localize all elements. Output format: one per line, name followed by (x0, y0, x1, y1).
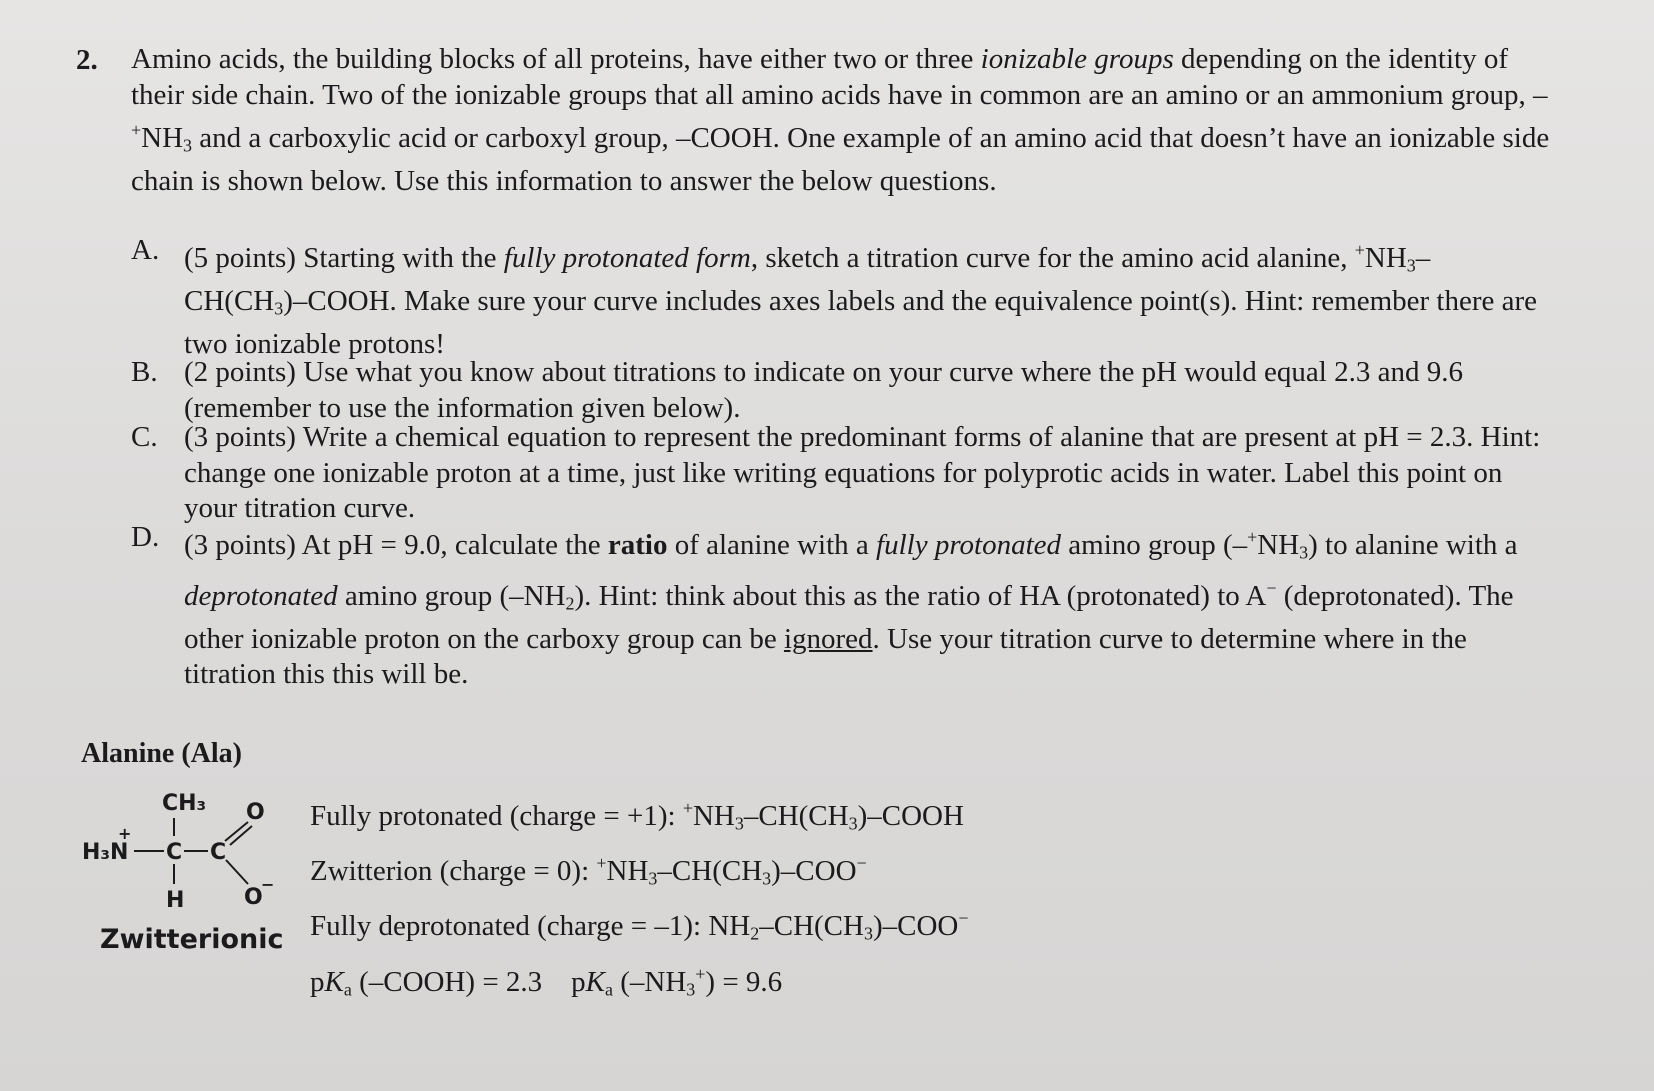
alpha-carbon: C (166, 840, 183, 865)
carbonyl-oxygen: O (246, 800, 265, 825)
ch3-group: CH₃ (162, 791, 207, 816)
part-a (131, 233, 1551, 362)
form-fully-deprotonated: Fully deprotonated (charge = –1): $NH_2-CH(CH_3)-COO^-$ (310, 908, 969, 944)
part-b-text: (2 points) Use what you know about titrations to indicate on your curve where the pH would equal 2.3 and 9.6 (remember to use the information given below). (184, 356, 1463, 424)
bond-c-o-single (226, 860, 248, 884)
pka-values: $pK_a$ (–COOH) = 2.3 $pK_a$ $(-NH_3^+) = 9.6$ (310, 964, 783, 1000)
question-intro: Amino acids, the building blocks of all proteins, have either two or three ionizable groups depending on the identity of their side chain. Two of the ionizable groups that all amino acids have in common are an amino or an ammonium group, $-^+NH_3$ and a carboxylic acid or carboxyl group, –COOH. One example of an amino acid that doesn’t have an ionizable side chain is shown below. Use this information to answer the below questions. (131, 43, 1550, 197)
structure-caption: Zwitterionic (100, 924, 284, 955)
part-c (131, 420, 1551, 527)
carboxyl-carbon: C (210, 840, 227, 865)
part-c-text: (3 points) Write a chemical equation to represent the predominant forms of alanine that are present at pH = 2.3. Hint: change one ionizable proton at a time, just like writing equations for polyprotic acids in water. Label this point on your titration curve. (184, 421, 1541, 524)
part-d (131, 520, 1551, 693)
part-a-text: (5 points) Starting with the fully protonated form, sketch a titration curve for the amino acid alanine, $^+NH_3-CH(CH_3)$–COOH. Make sure your curve includes axes labels and the equivalence point(s). Hint: remember there are two ionizable protons! (184, 240, 1538, 360)
part-c-label: C. (131, 421, 158, 453)
alanine-structure-diagram (70, 784, 290, 914)
alpha-hydrogen: H (166, 888, 185, 913)
part-d-label: D. (131, 521, 160, 553)
bond-lines (134, 818, 252, 884)
h3n-group: H₃N (82, 840, 129, 865)
ammonium-plus: + (118, 824, 132, 843)
carboxylate-oxygen: O (244, 885, 263, 910)
form-zwitterion: Zwitterion (charge = 0): $^+NH_3-CH(CH_3)-COO^-$ (310, 853, 867, 889)
part-a-label: A. (131, 234, 160, 266)
part-d-text: (3 points) At pH = 9.0, calculate the ratio of alanine with a fully protonated amino group $(-^+NH_3)$ to alanine with a deprotonated amino group $(-NH_2)$. Hint: think about this as the ratio of HA (protonated) to A− (deprotonated). The other ionizable proton on the carboxy group can be ignored. Use your titration curve to determine where in the titration this this will be. (184, 527, 1518, 691)
carboxylate-minus: − (261, 875, 275, 894)
form-fully-protonated: Fully protonated (charge = +1): $^+NH_3-CH(CH_3)$–COOH (310, 798, 964, 834)
alanine-title: Alanine (Ala) (81, 738, 242, 769)
part-b (131, 355, 1551, 426)
part-b-label: B. (131, 356, 158, 388)
question-number: 2. (76, 44, 98, 76)
